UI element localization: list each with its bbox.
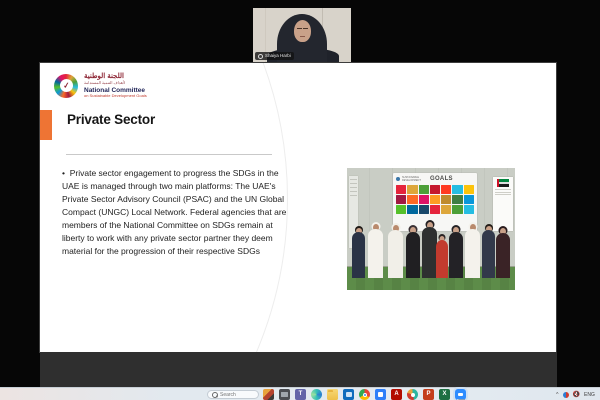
language-indicator[interactable]: ENG: [584, 391, 595, 398]
tray-chevron-icon[interactable]: ^: [556, 391, 559, 398]
photo-person: [352, 226, 365, 278]
national-committee-logo: [54, 73, 147, 99]
device-app-icon[interactable]: [279, 389, 290, 400]
widgets-app-icon[interactable]: [263, 389, 274, 400]
blue-app-icon[interactable]: [375, 389, 386, 400]
participant-name-label: [255, 52, 294, 60]
chrome-app-icon[interactable]: [359, 389, 370, 400]
slide-title: Private Sector: [67, 112, 155, 127]
photo-person: [368, 222, 383, 278]
powerpoint-app-icon[interactable]: P: [423, 389, 434, 400]
outlook-app-icon[interactable]: [343, 389, 354, 400]
mic-muted-icon: [258, 54, 263, 59]
logo-english-title: National Committee: [84, 86, 146, 94]
taskbar-app-row: [263, 389, 466, 400]
colorful-ring-app-icon[interactable]: [407, 389, 418, 400]
photo-person: [422, 220, 437, 278]
tray-app-icon[interactable]: [563, 392, 569, 398]
slide-body-text: [62, 167, 294, 258]
title-divider: [66, 154, 272, 155]
logo-arabic-subtitle: لأهداف التنمية المستدامة: [84, 80, 126, 86]
participant-face: [294, 20, 311, 42]
sdg-wheel-logo-icon: ✓: [54, 74, 78, 98]
slide-paragraph: Private sector engagement to progress the SDGs in the UAE is managed through two main platforms: The UAE's Private Sector Advisory Council (PSAC) and the UN Global Compact (UNGC) Local Network. Federal agencies that are members of the National Committee on SDGs remain at liberty to work with any private sector partner they deem material for the progression of their respective SDGs: [62, 168, 287, 256]
photo-person: [449, 225, 463, 278]
speaker-muted-icon[interactable]: 🔇: [572, 391, 580, 398]
photo-person: [482, 224, 495, 278]
search-input[interactable]: [220, 392, 254, 398]
search-icon: [212, 392, 218, 398]
bullet-glyph: •: [62, 168, 65, 178]
system-tray: [556, 388, 600, 400]
file-explorer-icon[interactable]: [327, 389, 338, 400]
backdrop-goals-word: GOALS: [430, 176, 453, 182]
photo-person: [496, 226, 510, 278]
participant-video-tile[interactable]: [253, 8, 351, 62]
start-button[interactable]: [192, 389, 203, 400]
taskbar-search[interactable]: [207, 390, 259, 399]
participant-name: Shaiya Harbi: [265, 53, 291, 58]
screen-share-letterbox: [40, 352, 557, 387]
photo-person: [388, 223, 403, 278]
title-accent-bar: [40, 110, 52, 140]
zoom-app-icon[interactable]: [455, 389, 466, 400]
photo-people-group: [347, 168, 515, 290]
photo-person: [436, 234, 448, 278]
photo-person: [465, 222, 480, 278]
logo-english-subtitle: on Sustainable Development Goals: [84, 93, 147, 99]
windows-taskbar: [0, 387, 600, 400]
acrobat-app-icon[interactable]: A: [391, 389, 402, 400]
sdg-group-photo: [347, 168, 515, 290]
excel-app-icon[interactable]: X: [439, 389, 450, 400]
photo-person: [406, 225, 420, 278]
edge-app-icon[interactable]: [311, 389, 322, 400]
logo-arabic-title: اللجنة الوطنية: [84, 73, 124, 80]
teams-app-icon[interactable]: T: [295, 389, 306, 400]
backdrop-small-text: SUSTAINABLE DEVELOPMENT: [402, 176, 421, 182]
shared-presentation-slide: [40, 63, 556, 352]
